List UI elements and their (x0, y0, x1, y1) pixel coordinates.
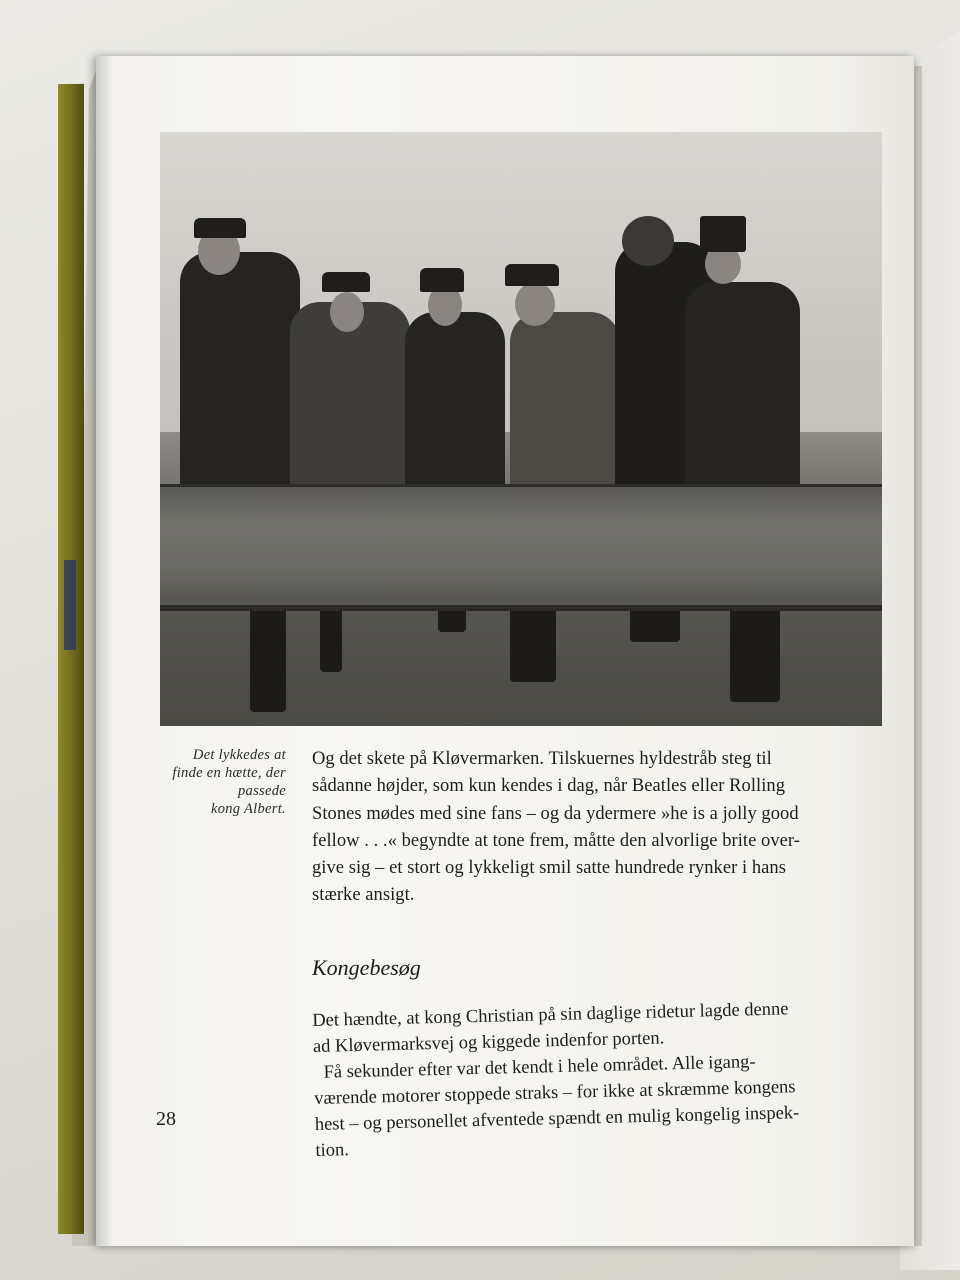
figure-cap (194, 218, 246, 238)
text-line: Få sekunder efter var det kendt i hele området. Alle igang- (323, 1052, 756, 1083)
figure-aviator-head (622, 216, 674, 266)
book-cover-edge (58, 84, 84, 1234)
text-line: værende motorer stoppede straks – for ikke at skræmme kongens (313, 1077, 796, 1109)
text-line: stærke ansigt. (312, 885, 415, 906)
text-line: Det hændte, at kong Christian på sin daglige ridetur lagde denne (312, 999, 789, 1031)
figure-officer-3 (405, 312, 505, 492)
text-line: hest – og personellet afventede spændt en mulig kongelig inspek- (314, 1103, 800, 1135)
text-line: Stones mødes med sine fans – og da ydermere »he is a jolly good (312, 803, 799, 824)
figure-cap (420, 268, 464, 292)
text-line: sådanne højder, som kun kendes i dag, når Beatles eller Rolling (312, 776, 786, 797)
caption-line: finde en hætte, der (172, 765, 286, 781)
caption-line: kong Albert. (210, 801, 286, 817)
caption-line: Det lykkedes at (192, 747, 286, 763)
text-line: ad Kløvermarksvej og kiggede indenfor porten. (312, 1028, 665, 1057)
figure-legs (320, 602, 342, 672)
aircraft-wing (160, 484, 882, 611)
page-number: 28 (156, 1108, 176, 1130)
figure-cap (505, 264, 559, 286)
figure-head (515, 282, 555, 326)
paragraph-kongebesoeg (312, 994, 888, 1164)
paragraph-kloevermarken (312, 746, 884, 910)
text-line: fellow . . .« begyndte at tone frem, måtte den alvorlige brite over- (312, 830, 800, 851)
figure-head (330, 292, 364, 332)
historical-photo (160, 132, 882, 726)
figure-top-hat (700, 216, 746, 252)
figure-boots (250, 602, 286, 712)
text-line: give sig – et stort og lykkeligt smil satte hundrede rynker i hans (312, 858, 786, 879)
figure-officer-4 (510, 312, 620, 492)
text-line: Og det skete på Kløvermarken. Tilskuernes hyldestråb steg til (312, 749, 772, 769)
figure-officer-1 (180, 252, 300, 492)
caption-line: passede (237, 783, 286, 799)
cover-pattern (64, 560, 76, 650)
figure-officer-5 (685, 282, 800, 492)
photo-caption (158, 746, 286, 818)
figure-boots (730, 602, 780, 702)
section-heading: Kongebesøg (312, 955, 421, 980)
text-line: tion. (315, 1140, 350, 1161)
figure-cap (322, 272, 370, 292)
